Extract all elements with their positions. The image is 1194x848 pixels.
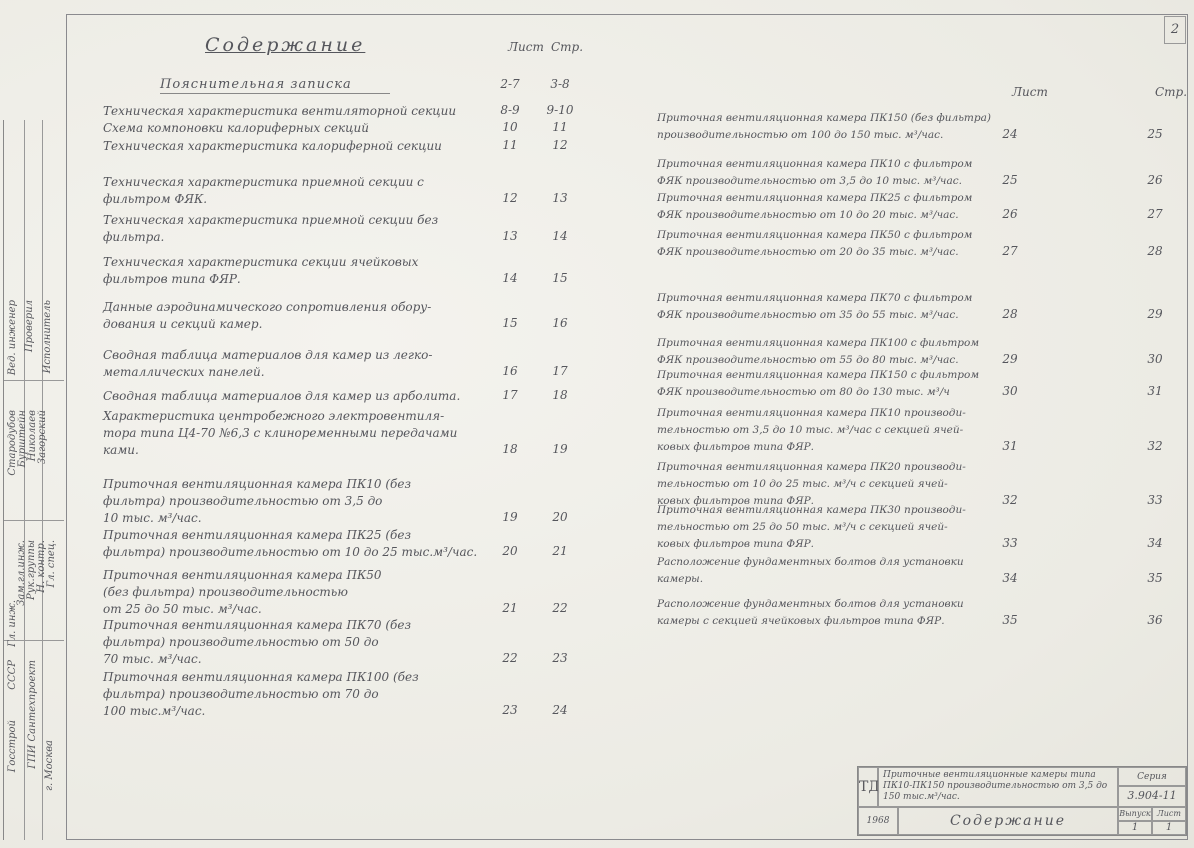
contents-entry-sheet: 27 (1002, 244, 1018, 258)
contents-entry-sheet: 32 (1002, 493, 1018, 507)
contents-entry-line: фильтра. (103, 230, 165, 244)
contents-entry-sheet: 30 (1002, 384, 1018, 398)
contents-entry-line: фильтром ФЯК. (103, 192, 208, 206)
stamp-org-3: ГПИ Сантехпроект (27, 660, 38, 769)
contents-entry-line: тора типа Ц4-70 №6,3 с клиноременными передачами (103, 426, 458, 440)
title-block-sheet-label: Лист (1152, 807, 1186, 821)
corner-mark: 2 (1164, 16, 1186, 44)
contents-entry-line: Приточная вентиляционная камера ПК10 с фильтром (657, 158, 973, 170)
stamp-org-4: г. Москва (44, 740, 55, 792)
right-col-sheet-header: Лист (1012, 85, 1048, 99)
contents-entry-line: Приточная вентиляционная камера ПК100 с фильтром (657, 337, 980, 349)
contents-entry-line: фильтров типа ФЯР. (103, 272, 241, 286)
contents-entry-line: Характеристика центробежного электровентиля- (103, 409, 445, 423)
side-stamp (3, 120, 64, 840)
stamp-role-3: Рук.группы (26, 540, 37, 600)
contents-entry-page: 33 (1147, 493, 1163, 507)
title-block-series-value: 3.904-11 (1118, 785, 1186, 807)
contents-entry-page: 36 (1147, 613, 1163, 627)
contents-entry-line: ФЯК производительностью от 20 до 35 тыс. м³/час. (657, 246, 959, 258)
contents-entry-page: 13 (552, 191, 568, 205)
contents-entry-sheet: 22 (502, 651, 518, 665)
contents-entry-sheet: 34 (1002, 571, 1018, 585)
contents-entry-page: 11 (552, 120, 568, 134)
stamp-role-1: Гл. инж. (7, 600, 18, 647)
contents-entry-line: Приточная вентиляционная камера ПК30 производи- (657, 504, 966, 516)
contents-entry-page: 12 (552, 138, 568, 152)
contents-entry-page: 20 (552, 510, 568, 524)
contents-entry-line: Техническая характеристика вентиляторной секции (103, 104, 457, 118)
contents-entry-line: ФЯК производительностью от 3,5 до 10 тыс. м³/час. (657, 175, 962, 187)
stamp-header-3: Исполнитель (42, 300, 53, 374)
contents-entry-sheet: 20 (502, 544, 518, 558)
contents-entry-page: 29 (1147, 307, 1163, 321)
stamp-header-1: Вед. инженер (7, 300, 18, 376)
contents-entry-page: 30 (1147, 352, 1163, 366)
contents-entry-line: ФЯК производительностью от 80 до 130 тыс. м³/ч (657, 386, 950, 398)
contents-entry-page: 14 (552, 229, 568, 243)
contents-entry-line: Техническая характеристика приемной секции с (103, 175, 424, 189)
contents-entry-page: 24 (552, 703, 568, 717)
contents-entry-page: 32 (1147, 439, 1163, 453)
contents-entry-page: 18 (552, 388, 568, 402)
contents-entry-sheet: 12 (502, 191, 518, 205)
contents-entry-line: фильтра) производительностью от 3,5 до (103, 494, 383, 508)
contents-entry-line: фильтра) производительностью от 10 до 25 тыс.м³/час. (103, 545, 478, 559)
contents-entry-line: камеры с секцией ячейковых фильтров типа ФЯР. (657, 615, 945, 627)
title-block (857, 766, 1187, 836)
contents-entry-line: Приточная вентиляционная камера ПК20 производи- (657, 461, 966, 473)
contents-entry-line: тельностью от 25 до 50 тыс. м³/ч с секцией ячей- (657, 521, 948, 533)
contents-entry-line: 70 тыс. м³/час. (103, 652, 202, 666)
contents-entry-page: 17 (552, 364, 568, 378)
title-block-year: 1968 (858, 807, 898, 835)
title-block-sheet-value: 1 (1152, 821, 1186, 835)
contents-entry-sheet: 23 (502, 703, 518, 717)
contents-entry-page: 22 (552, 601, 568, 615)
stamp-name-3: Николаев (27, 410, 38, 462)
title-block-issue-value: 1 (1118, 821, 1152, 835)
left-col-sheet-header: Лист (508, 40, 544, 54)
contents-entry-line: ФЯК производительностью от 35 до 55 тыс. м³/час. (657, 309, 959, 321)
contents-entry-line: Расположение фундаментных болтов для установки (657, 556, 964, 568)
contents-entry-sheet: 18 (502, 442, 518, 456)
title-block-description: Приточные вентиляционные камеры типа ПК10-ПК150 производительностью от 3,5 до 150 тыс.м³/час. (878, 767, 1118, 807)
contents-entry-page: 19 (552, 442, 568, 456)
stamp-role-5: Гл. спец. (46, 540, 57, 588)
contents-entry-line: металлических панелей. (103, 365, 265, 379)
contents-entry-line: Приточная вентиляционная камера ПК10 производи- (657, 407, 966, 419)
contents-entry-sheet: 14 (502, 271, 518, 285)
contents-entry-sheet: 21 (502, 601, 518, 615)
contents-entry-page: 15 (552, 271, 568, 285)
contents-entry-sheet: 8-9 (500, 103, 520, 117)
contents-entry-line: Приточная вентиляционная камера ПК50 с фильтром (657, 229, 973, 241)
stamp-name-2: Бурштейн (17, 410, 28, 468)
contents-entry-sheet: 15 (502, 316, 518, 330)
contents-entry-page: 25 (1147, 127, 1163, 141)
contents-entry-line: Данные аэродинамического сопротивления обору- (103, 300, 432, 314)
title-block-name: Содержание (898, 807, 1118, 835)
contents-entry-line: тельностью от 10 до 25 тыс. м³/ч с секцией ячей- (657, 478, 948, 490)
contents-entry-line: Приточная вентиляционная камера ПК150 (без фильтра) (657, 112, 991, 124)
contents-entry-page: 21 (552, 544, 568, 558)
contents-entry-line: Приточная вентиляционная камера ПК50 (103, 568, 382, 582)
intro-underline (160, 93, 390, 94)
contents-entry-sheet: 24 (1002, 127, 1018, 141)
contents-entry-line: Схема компоновки калориферных секций (103, 121, 369, 135)
stamp-role-2: Зам.гл.инж. (16, 540, 27, 606)
intro-title: Пояснительная записка (160, 77, 352, 92)
contents-entry-page: 35 (1147, 571, 1163, 585)
stamp-header-2: Проверил (24, 300, 35, 353)
contents-entry-line: дования и секций камер. (103, 317, 263, 331)
contents-entry-line: Приточная вентиляционная камера ПК70 с фильтром (657, 292, 973, 304)
title-block-series-label: Серия (1118, 767, 1186, 787)
left-col-page-header: Стр. (551, 40, 584, 54)
contents-entry-page: 16 (552, 316, 568, 330)
contents-entry-page: 27 (1147, 207, 1163, 221)
contents-entry-page: 9-10 (546, 103, 574, 117)
contents-entry-sheet: 10 (502, 120, 518, 134)
contents-entry-sheet: 17 (502, 388, 518, 402)
right-col-page-header: Стр. (1155, 85, 1188, 99)
contents-entry-line: Приточная вентиляционная камера ПК25 с фильтром (657, 192, 973, 204)
intro-sheet: 2-7 (500, 77, 520, 91)
title-block-mark: ТД (858, 767, 878, 807)
contents-entry-line: Сводная таблица материалов для камер из арболита. (103, 389, 461, 403)
contents-entry-line: Расположение фундаментных болтов для установки (657, 598, 964, 610)
page-title: Содержание (205, 34, 366, 56)
contents-entry-line: Сводная таблица материалов для камер из легко- (103, 348, 433, 362)
contents-entry-line: камеры. (657, 573, 704, 585)
contents-entry-line: Техническая характеристика приемной секции без (103, 213, 439, 227)
contents-entry-line: тельностью от 3,5 до 10 тыс. м³/час с секцией ячей- (657, 424, 964, 436)
contents-entry-page: 28 (1147, 244, 1163, 258)
intro-page: 3-8 (550, 77, 570, 91)
contents-entry-sheet: 11 (502, 138, 518, 152)
title-block-issue-label: Выпуск (1118, 807, 1152, 821)
contents-entry-page: 23 (552, 651, 568, 665)
contents-entry-line: ками. (103, 443, 139, 457)
stamp-role-4: Н. контр. (36, 540, 47, 593)
contents-entry-line: Приточная вентиляционная камера ПК100 (без (103, 670, 419, 684)
contents-entry-sheet: 13 (502, 229, 518, 243)
contents-entry-line: 100 тыс.м³/час. (103, 704, 206, 718)
contents-entry-line: производительностью от 100 до 150 тыс. м³/час. (657, 129, 944, 141)
contents-entry-page: 34 (1147, 536, 1163, 550)
contents-entry-sheet: 35 (1002, 613, 1018, 627)
contents-entry-sheet: 28 (1002, 307, 1018, 321)
contents-entry-line: фильтра) производительностью от 70 до (103, 687, 379, 701)
contents-entry-line: (без фильтра) производительностью (103, 585, 348, 599)
contents-entry-line: Техническая характеристика секции ячейковых (103, 255, 419, 269)
contents-entry-sheet: 16 (502, 364, 518, 378)
stamp-name-4: Загорский (37, 410, 48, 465)
contents-entry-line: Техническая характеристика калориферной секции (103, 139, 442, 153)
stamp-org-2: СССР (7, 660, 18, 690)
contents-entry-sheet: 26 (1002, 207, 1018, 221)
contents-entry-line: ФЯК производительностью от 10 до 20 тыс. м³/час. (657, 209, 959, 221)
contents-entry-line: Приточная вентиляционная камера ПК150 с фильтром (657, 369, 980, 381)
contents-entry-sheet: 19 (502, 510, 518, 524)
contents-entry-line: фильтра) производительностью от 50 до (103, 635, 379, 649)
stamp-org-1: Госстрой (7, 720, 18, 773)
contents-entry-line: от 25 до 50 тыс. м³/час. (103, 602, 262, 616)
stamp-name-1: Стародубов (7, 410, 18, 476)
contents-entry-line: ковых фильтров типа ФЯР. (657, 538, 815, 550)
contents-entry-line: ковых фильтров типа ФЯР. (657, 441, 815, 453)
contents-entry-page: 26 (1147, 173, 1163, 187)
contents-entry-sheet: 29 (1002, 352, 1018, 366)
contents-entry-line: 10 тыс. м³/час. (103, 511, 202, 525)
contents-entry-sheet: 31 (1002, 439, 1018, 453)
contents-entry-line: Приточная вентиляционная камера ПК10 (без (103, 477, 412, 491)
contents-entry-line: Приточная вентиляционная камера ПК70 (без (103, 618, 412, 632)
contents-entry-line: Приточная вентиляционная камера ПК25 (без (103, 528, 412, 542)
contents-entry-page: 31 (1147, 384, 1163, 398)
contents-entry-sheet: 25 (1002, 173, 1018, 187)
contents-entry-line: ФЯК производительностью от 55 до 80 тыс. м³/час. (657, 354, 959, 366)
contents-entry-sheet: 33 (1002, 536, 1018, 550)
contents-entry-line: ковых фильтров типа ФЯР. (657, 495, 815, 507)
